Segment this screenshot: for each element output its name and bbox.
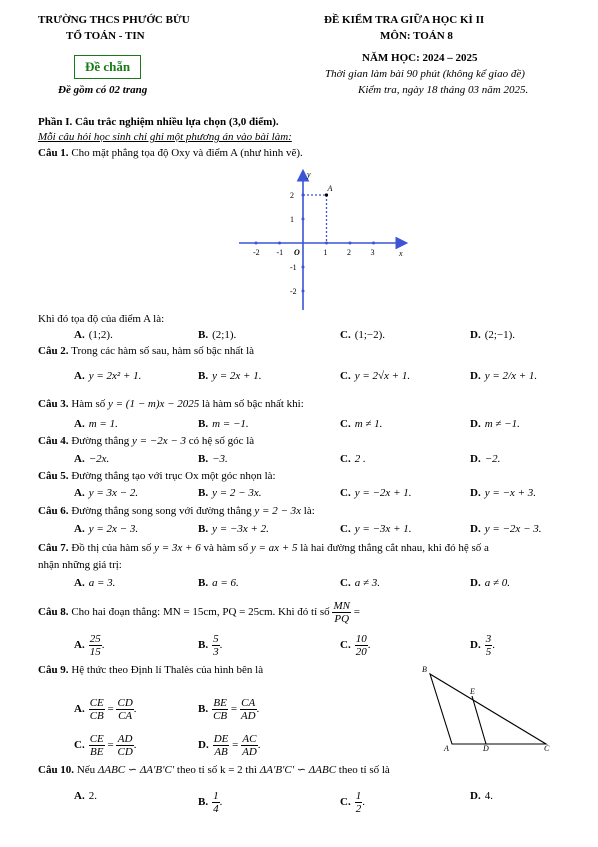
option-letter: C. [340, 453, 351, 465]
option-d [470, 418, 520, 430]
question-text: Đường thẳng tạo với trục Ox một góc nhọn là: [71, 470, 276, 482]
point-d-label: D [483, 744, 489, 753]
parity-box: Đề chẵn [74, 55, 141, 79]
option-text: 2. [88, 790, 97, 802]
x-tick-label: 2 [347, 248, 351, 257]
question-expression: y = (1 − m)x − 2025 [107, 398, 200, 410]
option-a [74, 418, 118, 430]
part1-title: Phần I. Câu trắc nghiệm nhiều lựa chọn (3,0 điểm). [38, 116, 279, 128]
option-text: (1;−2). [354, 329, 386, 341]
x-tick-label: 1 [323, 248, 328, 257]
option-b [198, 370, 261, 382]
option-d [470, 523, 542, 535]
fraction-denominator: CD [117, 746, 133, 758]
question-label: Câu 7. [38, 542, 69, 554]
punctuation: . [492, 639, 495, 652]
option-letter: B. [198, 418, 209, 430]
option-letter: C. [340, 370, 351, 382]
question-label: Câu 5. [38, 470, 69, 482]
punctuation: = [228, 703, 240, 716]
option-letter: D. [198, 739, 209, 752]
option-letter: B. [198, 796, 209, 809]
option-d [470, 577, 510, 589]
punctuation: . [256, 703, 260, 716]
x-axis-label: x [399, 249, 403, 258]
option-d [470, 370, 537, 382]
option-letter: D. [470, 370, 481, 382]
option-b [198, 523, 269, 535]
option-letter: C. [340, 796, 351, 809]
option-c [340, 453, 366, 465]
fraction-denominator: 15 [89, 646, 101, 658]
subject: MÔN: TOÁN 8 [380, 30, 453, 42]
option-letter: D. [470, 453, 481, 465]
punctuation: = [104, 703, 117, 716]
option-letter: D. [470, 639, 481, 652]
option-c [340, 633, 370, 658]
option-letter: A. [74, 703, 85, 716]
triangle-abc [430, 674, 546, 744]
option-d [470, 487, 536, 499]
fraction-denominator: CA [118, 710, 133, 722]
option-letter: B. [198, 487, 209, 499]
question-10 [38, 763, 390, 776]
option-letter: D. [470, 523, 481, 535]
option-text: 4. [484, 790, 493, 802]
q7-text-continued: nhận những giá trị: [38, 559, 122, 571]
punctuation: . [219, 796, 223, 809]
option-c [340, 577, 380, 589]
y-tick-mark [302, 218, 305, 221]
question-8 [38, 600, 360, 625]
option-b [198, 329, 236, 341]
option-c [74, 733, 137, 758]
fraction [116, 733, 133, 758]
fraction-numerator: AC [242, 733, 257, 745]
option-a [74, 487, 138, 499]
option-text: −2x. [88, 453, 110, 465]
punctuation: . [133, 703, 137, 716]
punctuation: . [133, 739, 137, 752]
question-6 [38, 505, 315, 517]
fraction-numerator: AD [117, 733, 133, 745]
option-text: y = 2x² + 1. [88, 370, 142, 382]
option-d [470, 329, 515, 341]
x-tick-mark [255, 242, 258, 245]
question-expression: y = ax + 5 [250, 542, 298, 554]
y-tick-label: 2 [290, 191, 294, 200]
fraction-numerator: 1 [213, 790, 219, 802]
fraction-denominator: AD [240, 710, 256, 722]
y-tick-label: -2 [290, 287, 297, 296]
option-letter: A. [74, 790, 85, 802]
option-b [198, 633, 222, 658]
option-c [340, 370, 410, 382]
option-letter: A. [74, 418, 85, 430]
question-text: là hàm số bậc nhất khi: [202, 398, 304, 410]
x-tick-label: O [294, 248, 300, 257]
time-limit: Thời gian làm bài 90 phút (không kể giao đề) [325, 68, 525, 80]
option-d [470, 453, 500, 465]
punctuation: = [104, 739, 117, 752]
option-text: a = 6. [212, 577, 239, 589]
question-text: Trong các hàm số sau, hàm số bậc nhất là [71, 345, 255, 357]
option-text: (2;−1). [484, 329, 516, 341]
punctuation: . [257, 739, 261, 752]
fraction [355, 633, 368, 658]
option-letter: B. [198, 523, 209, 535]
option-letter: C. [340, 523, 351, 535]
question-expression: y = 3x + 6 [154, 542, 201, 554]
option-letter: A. [74, 329, 85, 341]
option-text: (1;2). [88, 329, 113, 341]
fraction-numerator: 3 [485, 633, 492, 645]
fraction [89, 733, 105, 758]
fraction [212, 790, 220, 815]
question-label: Câu 6. [38, 505, 69, 517]
question-2 [38, 345, 254, 357]
option-text: y = 2/x + 1. [484, 370, 538, 382]
option-text: m ≠ 1. [354, 418, 383, 430]
fraction-denominator: BE [90, 746, 104, 758]
vertex-a-label: A [444, 744, 449, 753]
fraction [240, 697, 257, 722]
option-text: y = 2 − 3x. [212, 487, 262, 499]
exam-date: Kiểm tra, ngày 18 tháng 03 năm 2025. [358, 84, 529, 96]
question-text: Đồ thị của hàm số [71, 542, 152, 554]
option-c [340, 523, 412, 535]
y-tick-mark [302, 290, 305, 293]
fraction-denominator: 20 [355, 646, 367, 658]
option-letter: A. [74, 370, 85, 382]
punctuation: . [101, 639, 105, 652]
fraction-denominator: CB [89, 710, 104, 722]
option-letter: A. [74, 487, 85, 499]
question-expression: ΔABC ∽ ΔA'B'C' [97, 764, 175, 776]
option-letter: D. [470, 790, 481, 802]
punctuation: . [362, 796, 365, 809]
question-9 [38, 664, 263, 676]
option-c [340, 487, 412, 499]
question-text: là hai đường thẳng cắt nhau, khi đó hệ số a [300, 542, 489, 554]
fraction-numerator: 5 [213, 633, 219, 645]
option-b [198, 418, 249, 430]
q1-followup: Khi đó tọa độ của điểm A là: [38, 313, 165, 325]
fraction [241, 733, 258, 758]
option-d [470, 633, 495, 658]
fraction-numerator: CA [241, 697, 256, 709]
fraction-denominator: 2 [355, 803, 362, 815]
option-text: m = −1. [212, 418, 249, 430]
option-text: a ≠ 3. [354, 577, 380, 589]
option-letter: B. [198, 329, 209, 341]
part1-instruction: Mỗi câu hỏi học sinh chỉ ghi một phương án vào bài làm: [38, 131, 292, 143]
x-axis-ticks [253, 242, 375, 258]
x-tick-label: -2 [253, 248, 260, 257]
option-letter: C. [340, 639, 351, 652]
question-text: theo tỉ số là [338, 764, 390, 776]
question-label: Câu 10. [38, 764, 75, 776]
fraction-numerator: CD [117, 697, 133, 709]
fraction-denominator: AD [242, 746, 257, 758]
question-label: Câu 2. [38, 345, 69, 357]
fraction [213, 733, 230, 758]
option-text: y = 3x − 2. [88, 487, 139, 499]
option-c [340, 790, 365, 815]
option-b [198, 487, 261, 499]
y-tick-label: 1 [290, 215, 294, 224]
question-expression: y = 2 − 3x [254, 505, 302, 517]
x-tick-mark [372, 242, 375, 245]
x-tick-mark [349, 242, 352, 245]
option-letter: D. [470, 418, 481, 430]
question-text: Nếu [76, 764, 96, 776]
option-letter: B. [198, 577, 209, 589]
option-letter: C. [340, 329, 351, 341]
fraction-numerator: 1 [355, 790, 362, 802]
question-label: Câu 1. [38, 147, 69, 159]
fraction-denominator: AB [214, 746, 228, 758]
question-label: Câu 9. [38, 664, 69, 676]
question-label: Câu 8. [38, 606, 69, 619]
punctuation: = [229, 739, 242, 752]
option-text: m = 1. [88, 418, 118, 430]
question-text: Hệ thức theo Định lí Thalès của hình bên là [71, 664, 264, 676]
x-tick-mark [278, 242, 281, 245]
ratio-fraction: $\frac{MN}{PQ}$ [333, 600, 350, 625]
option-text: (2;1). [212, 329, 237, 341]
option-text: y = 2√x + 1. [354, 370, 411, 382]
pages-note: Đề gồm có 02 trang [58, 84, 148, 96]
option-text: y = 2x − 3. [88, 523, 139, 535]
y-tick-label: -1 [290, 263, 297, 272]
fraction-denominator: 3 [213, 646, 219, 658]
option-c [340, 418, 382, 430]
question-1 [38, 147, 303, 159]
question-expression: y = −2x − 3 [131, 435, 187, 447]
question-text: có hệ số góc là [188, 435, 255, 447]
option-text: y = −3x + 2. [212, 523, 269, 535]
fraction-denominator: CB [213, 710, 228, 722]
option-letter: A. [74, 453, 85, 465]
point-a-label: A [327, 184, 333, 193]
option-letter: D. [470, 487, 481, 499]
option-letter: C. [74, 739, 85, 752]
question-5 [38, 470, 276, 482]
option-text: a ≠ 0. [484, 577, 510, 589]
option-c [340, 329, 385, 341]
y-axis-label: y [307, 170, 311, 179]
question-text: Đường thẳng [71, 435, 130, 447]
option-a [74, 370, 141, 382]
option-letter: B. [198, 370, 209, 382]
fraction-numerator: CE [89, 697, 104, 709]
option-text: 2 . [354, 453, 366, 465]
option-d [470, 790, 493, 802]
question-expression: ΔA'B'C' ∽ ΔABC [259, 764, 337, 776]
fraction [89, 633, 102, 658]
option-a [74, 633, 104, 658]
option-text: −3. [212, 453, 228, 465]
department: TỔ TOÁN - TIN [66, 30, 145, 42]
option-letter: A. [74, 639, 85, 652]
question-text: Đường thẳng song song với đường thẳng [71, 505, 252, 517]
option-text: y = −2x + 1. [354, 487, 412, 499]
equals-sign: = [353, 606, 360, 619]
option-a [74, 577, 115, 589]
school-year: NĂM HỌC: 2024 – 2025 [362, 52, 478, 64]
school-name: TRƯỜNG THCS PHƯỚC BỬU [38, 14, 190, 26]
fraction-numerator: BE [213, 697, 227, 709]
coordinate-graph [235, 168, 410, 312]
fraction-numerator: CE [89, 733, 104, 745]
option-text: m ≠ −1. [484, 418, 520, 430]
fraction [212, 633, 220, 658]
question-text: và hàm số [203, 542, 249, 554]
option-letter: B. [198, 639, 209, 652]
question-text: Cho hai đoạn thẳng: MN = 15cm, PQ = 25cm. Khi đó tỉ số [71, 606, 330, 619]
question-text: Hàm số [71, 398, 106, 410]
option-text: y = −3x + 1. [354, 523, 412, 535]
option-letter: B. [198, 703, 209, 716]
point-a [325, 193, 328, 196]
option-b [198, 453, 228, 465]
fraction [212, 697, 228, 722]
x-tick-label: 3 [370, 248, 375, 257]
point-e-label: E [470, 687, 475, 696]
question-text: theo tỉ số k = 2 thì [176, 764, 258, 776]
option-a [74, 697, 137, 722]
option-letter: C. [340, 577, 351, 589]
option-letter: B. [198, 453, 209, 465]
exam-title: ĐỀ KIỂM TRA GIỮA HỌC KÌ II [324, 14, 485, 26]
option-d [198, 733, 261, 758]
punctuation: . [367, 639, 371, 652]
fraction-numerator: 10 [355, 633, 367, 645]
option-letter: A. [74, 577, 85, 589]
option-text: y = −x + 3. [484, 487, 536, 499]
option-a [74, 453, 109, 465]
option-letter: D. [470, 577, 481, 589]
fraction-denominator: 4 [213, 803, 219, 815]
option-b [198, 790, 222, 815]
option-text: y = −2x − 3. [484, 523, 542, 535]
thales-triangle-figure [420, 662, 560, 754]
question-text: là: [303, 505, 315, 517]
option-text: y = 2x + 1. [212, 370, 262, 382]
fraction [89, 697, 105, 722]
option-a [74, 329, 113, 341]
vertex-b-label: B [422, 665, 427, 674]
option-a [74, 790, 97, 802]
question-4 [38, 435, 254, 447]
fraction-numerator: DE [213, 733, 229, 745]
option-letter: C. [340, 418, 351, 430]
question-label: Câu 4. [38, 435, 69, 447]
option-letter: C. [340, 487, 351, 499]
option-b [198, 577, 239, 589]
option-b [198, 697, 259, 722]
punctuation: . [219, 639, 223, 652]
question-3 [38, 398, 304, 410]
fraction-numerator: 25 [89, 633, 101, 645]
x-tick-label: -1 [276, 248, 284, 257]
option-letter: D. [470, 329, 481, 341]
option-letter: A. [74, 523, 85, 535]
y-tick-mark [302, 266, 305, 269]
option-text: a = 3. [88, 577, 116, 589]
question-text: Cho mặt phẳng tọa độ Oxy và điểm A (như hình vẽ). [71, 147, 303, 159]
vertex-c-label: C [544, 744, 550, 753]
question-label: Câu 3. [38, 398, 69, 410]
fraction-denominator: 5 [485, 646, 492, 658]
option-a [74, 523, 138, 535]
question-7 [38, 542, 489, 554]
fraction [116, 697, 133, 722]
option-text: −2. [484, 453, 501, 465]
